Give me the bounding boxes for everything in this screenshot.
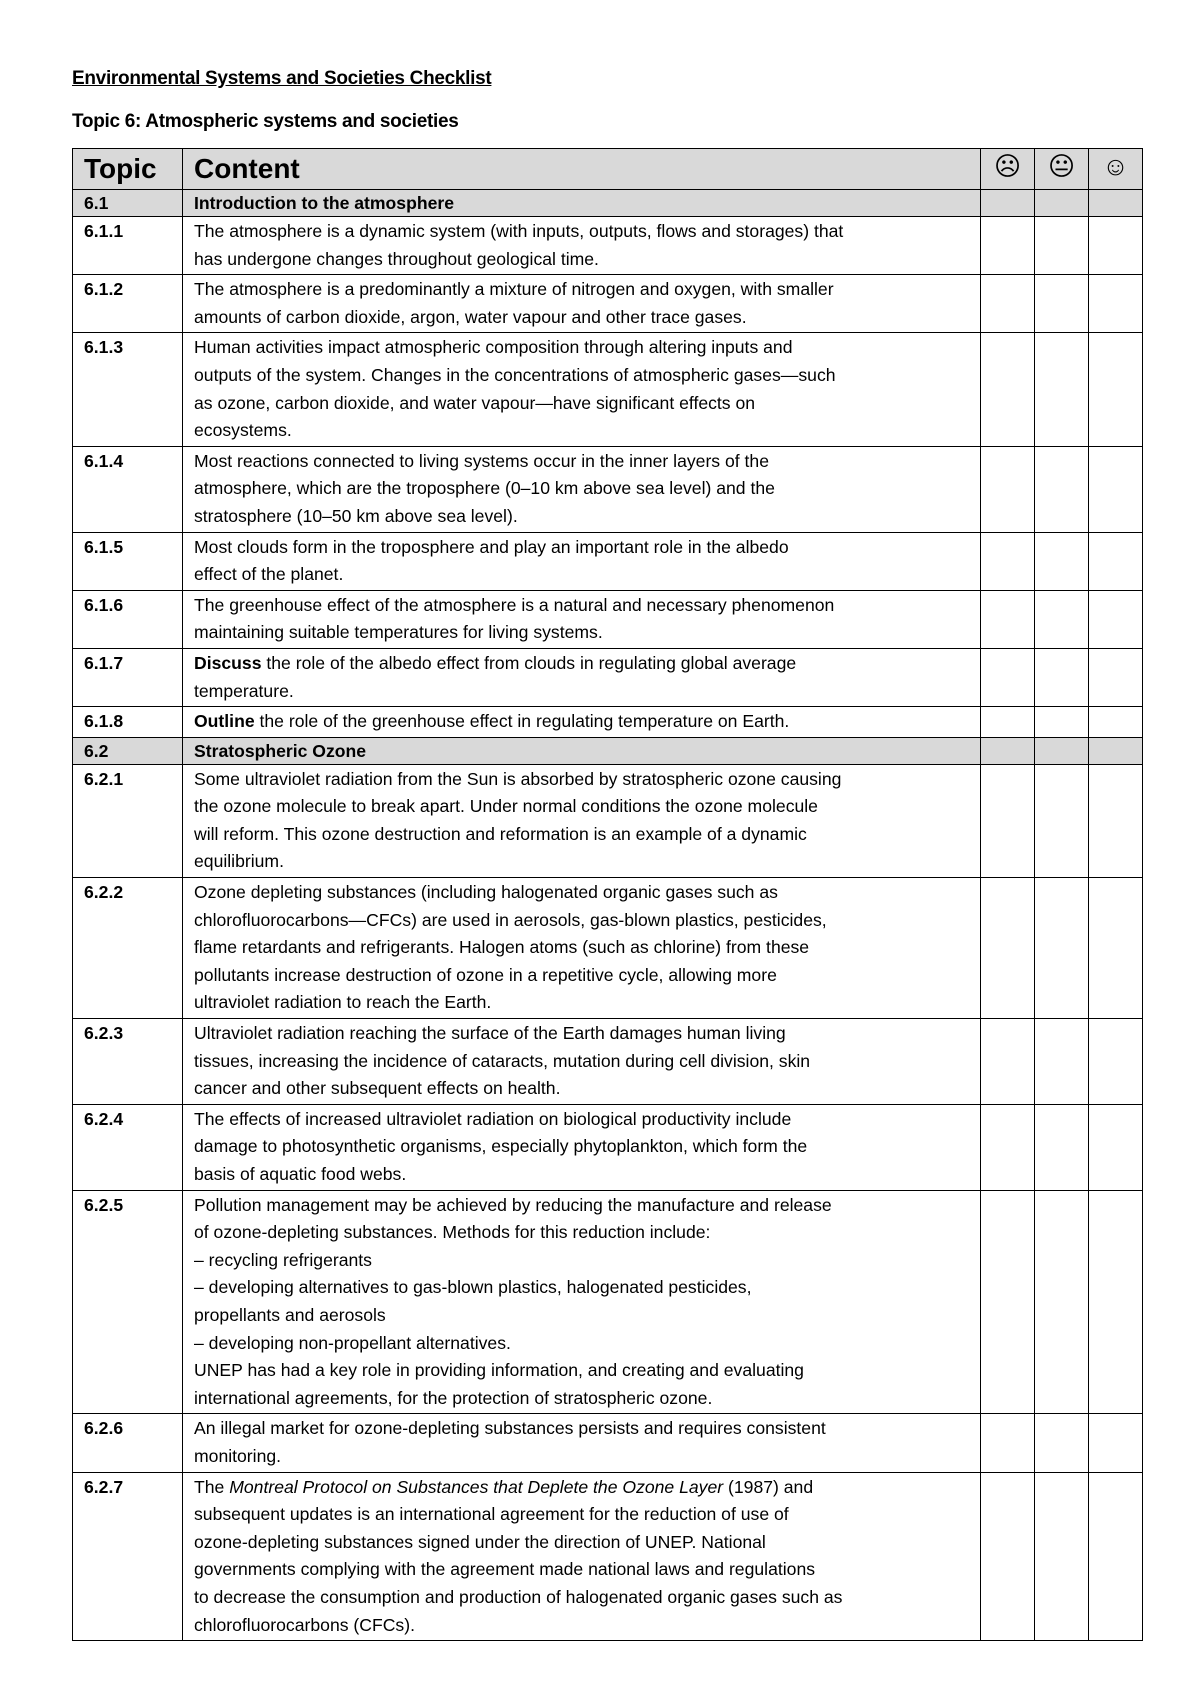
content-line: has undergone changes throughout geological time. [194,248,599,269]
content-line: basis of aquatic food webs. [194,1164,407,1184]
happy-face-icon: ☺ [1102,151,1129,181]
sad-rating-cell [981,190,1035,217]
topic-number: 6.1.1 [73,217,183,275]
happy-face-header [1089,149,1143,190]
content-text [183,217,981,275]
table-row [73,590,1143,648]
table-row [73,1472,1143,1641]
content-line: chlorofluorocarbons (CFCs). [194,1614,415,1635]
topic-subtitle: Topic 6: Atmospheric systems and societies [72,111,459,132]
sad-rating-cell[interactable] [981,1472,1035,1641]
content-line: maintaining suitable temperatures for living systems. [194,622,603,643]
topic-number: 6.2 [73,737,183,764]
content-line: equilibrium. [194,851,284,872]
document-title: Environmental Systems and Societies Checklist [72,68,492,89]
table-row [73,275,1143,333]
content-line: monitoring. [194,1445,282,1466]
table-row [73,648,1143,706]
content-line: propellants and aerosols [194,1304,386,1325]
content-line: UNEP has had a key role in providing information, and creating and evaluating [194,1360,804,1381]
happy-rating-cell[interactable] [1089,1472,1143,1641]
neutral-rating-cell[interactable] [1035,878,1089,1019]
happy-rating-cell[interactable] [1089,217,1143,275]
content-line: damage to photosynthetic organisms, especially phytoplankton, which form the [194,1136,808,1157]
content-line: international agreements, for the protection of stratospheric ozone. [194,1387,713,1408]
content-text [183,1190,981,1414]
content-line: An illegal market for ozone-depleting substances persists and requires consistent [194,1418,826,1439]
happy-rating-cell[interactable] [1089,1019,1143,1105]
content-line: to decrease the consumption and production of halogenated organic gases such as [194,1586,843,1607]
content-line: governments complying with the agreement made national laws and regulations [194,1559,816,1580]
checklist-body [73,190,1143,1641]
neutral-face-header [1035,149,1089,190]
table-row [73,532,1143,590]
neutral-rating-cell [1035,737,1089,764]
table-row [73,1104,1143,1190]
neutral-rating-cell[interactable] [1035,333,1089,446]
sad-rating-cell[interactable] [981,590,1035,648]
content-line: cancer and other subsequent effects on health. [194,1078,561,1099]
content-line: Most reactions connected to living systems occur in the inner layers of the [194,450,770,471]
content-line: – recycling refrigerants [194,1249,372,1270]
content-line: (1987) and [723,1476,814,1497]
happy-rating-cell[interactable] [1089,1104,1143,1190]
neutral-rating-cell[interactable] [1035,1190,1089,1414]
sad-rating-cell[interactable] [981,1414,1035,1472]
content-text [183,1472,981,1641]
section-title: Introduction to the atmosphere [183,190,981,217]
content-line: the ozone molecule to break apart. Under normal conditions the ozone molecule [194,796,818,817]
table-row [73,333,1143,446]
content-line: Ozone depleting substances (including halogenated organic gases such as [194,882,778,903]
content-line: Pollution management may be achieved by reducing the manufacture and release [194,1194,832,1215]
content-line: the role of the greenhouse effect in regulating temperature on Earth. [254,711,790,732]
topic-number: 6.2.2 [73,878,183,1019]
content-line: will reform. This ozone destruction and reformation is an example of a dynamic [194,823,807,844]
neutral-rating-cell[interactable] [1035,275,1089,333]
content-line: chlorofluorocarbons—CFCs) are used in aerosols, gas-blown plastics, pesticides, [194,909,827,930]
document-name: Montreal Protocol on Substances that Deplete the Ozone Layer [229,1476,724,1497]
content-line: Most clouds form in the troposphere and play an important role in the albedo [194,536,789,557]
neutral-rating-cell[interactable] [1035,707,1089,738]
neutral-rating-cell [1035,190,1089,217]
neutral-rating-cell[interactable] [1035,1414,1089,1472]
checklist-page [72,68,1142,1641]
content-line: outputs of the system. Changes in the concentrations of atmospheric gases—such [194,364,836,385]
content-text [183,333,981,446]
topic-number: 6.2.1 [73,764,183,877]
neutral-rating-cell[interactable] [1035,648,1089,706]
neutral-rating-cell[interactable] [1035,764,1089,877]
content-line: temperature. [194,680,294,701]
happy-rating-cell[interactable] [1089,1414,1143,1472]
content-line: – developing alternatives to gas-blown plastics, halogenated pesticides, [194,1277,752,1298]
content-line: pollutants increase destruction of ozone in a repetitive cycle, allowing more [194,964,777,985]
happy-rating-cell[interactable] [1089,878,1143,1019]
neutral-rating-cell[interactable] [1035,1104,1089,1190]
happy-rating-cell[interactable] [1089,590,1143,648]
table-row [73,1190,1143,1414]
happy-rating-cell[interactable] [1089,764,1143,877]
content-line: The greenhouse effect of the atmosphere is a natural and necessary phenomenon [194,594,835,615]
topic-number: 6.1.5 [73,532,183,590]
content-text [183,707,981,738]
content-line: Human activities impact atmospheric composition through altering inputs and [194,337,793,358]
topic-number: 6.1.8 [73,707,183,738]
content-line: Ultraviolet radiation reaching the surface of the Earth damages human living [194,1023,786,1044]
content-line: The atmosphere is a dynamic system (with inputs, outputs, flows and storages) that [194,221,844,241]
content-line: as ozone, carbon dioxide, and water vapour—have significant effects on [194,392,756,413]
sad-rating-cell[interactable] [981,333,1035,446]
sad-rating-cell[interactable] [981,1104,1035,1190]
topic-number: 6.1.7 [73,648,183,706]
neutral-rating-cell[interactable] [1035,1472,1089,1641]
sad-rating-cell[interactable] [981,707,1035,738]
sad-face-icon: ☹ [993,151,1022,181]
content-line: Some ultraviolet radiation from the Sun is absorbed by stratospheric ozone causing [194,768,842,789]
sad-rating-cell[interactable] [981,1019,1035,1105]
checklist-table [72,148,1143,1641]
sad-rating-cell [981,737,1035,764]
topic-column-header: Topic [73,149,183,190]
table-row [73,878,1143,1019]
topic-number: 6.2.4 [73,1104,183,1190]
sad-rating-cell[interactable] [981,878,1035,1019]
content-text [183,590,981,648]
happy-rating-cell[interactable] [1089,333,1143,446]
content-lead: The [194,1476,230,1497]
section-row [73,737,1143,764]
content-text [183,648,981,706]
happy-rating-cell[interactable] [1089,275,1143,333]
command-term: Outline [194,711,255,732]
happy-rating-cell[interactable] [1089,446,1143,532]
content-line: the role of the albedo effect from clouds in regulating global average [261,652,797,673]
topic-number: 6.2.5 [73,1190,183,1414]
content-line: flame retardants and refrigerants. Halogen atoms (such as chlorine) from these [194,937,810,958]
content-text [183,764,981,877]
content-line: The atmosphere is a predominantly a mixture of nitrogen and oxygen, with smaller [194,279,834,300]
content-line: tissues, increasing the incidence of cataracts, mutation during cell division, skin [194,1050,811,1071]
neutral-rating-cell[interactable] [1035,1019,1089,1105]
content-text [183,1414,981,1472]
content-line: amounts of carbon dioxide, argon, water vapour and other trace gases. [194,306,747,327]
happy-rating-cell[interactable] [1089,648,1143,706]
content-text [183,532,981,590]
happy-rating-cell [1089,190,1143,217]
content-line: atmosphere, which are the troposphere (0–10 km above sea level) and the [194,478,775,499]
topic-number: 6.1 [73,190,183,217]
topic-number: 6.1.3 [73,333,183,446]
content-line: ecosystems. [194,420,292,441]
sad-rating-cell[interactable] [981,217,1035,275]
topic-number: 6.2.7 [73,1472,183,1641]
content-text [183,446,981,532]
happy-rating-cell [1089,737,1143,764]
content-line: stratosphere (10–50 km above sea level). [194,505,518,526]
topic-number: 6.1.6 [73,590,183,648]
content-text [183,1019,981,1105]
content-line: ultraviolet radiation to reach the Earth. [194,992,492,1013]
happy-rating-cell[interactable] [1089,532,1143,590]
content-text [183,275,981,333]
table-header-row [73,149,1143,190]
sad-rating-cell[interactable] [981,532,1035,590]
sad-face-header [981,149,1035,190]
sad-rating-cell[interactable] [981,648,1035,706]
content-line: effect of the planet. [194,564,344,585]
topic-number: 6.1.2 [73,275,183,333]
neutral-face-icon: 😐 [1047,151,1076,181]
section-title: Stratospheric Ozone [183,737,981,764]
sad-rating-cell[interactable] [981,275,1035,333]
content-column-header: Content [183,149,981,190]
sad-rating-cell[interactable] [981,446,1035,532]
topic-number: 6.1.4 [73,446,183,532]
table-row [73,217,1143,275]
command-term: Discuss [194,652,262,673]
neutral-rating-cell[interactable] [1035,532,1089,590]
happy-rating-cell[interactable] [1089,707,1143,738]
content-line: ozone-depleting substances signed under the direction of UNEP. National [194,1531,766,1552]
table-row [73,1019,1143,1105]
neutral-rating-cell[interactable] [1035,590,1089,648]
content-text [183,878,981,1019]
happy-rating-cell[interactable] [1089,1190,1143,1414]
content-line: of ozone-depleting substances. Methods for this reduction include: [194,1222,711,1243]
section-row [73,190,1143,217]
neutral-rating-cell[interactable] [1035,446,1089,532]
table-row [73,446,1143,532]
sad-rating-cell[interactable] [981,1190,1035,1414]
topic-number: 6.2.6 [73,1414,183,1472]
content-line: subsequent updates is an international agreement for the reduction of use of [194,1504,789,1525]
content-text [183,1104,981,1190]
table-row [73,764,1143,877]
topic-number: 6.2.3 [73,1019,183,1105]
content-line: The effects of increased ultraviolet radiation on biological productivity include [194,1108,792,1129]
sad-rating-cell[interactable] [981,764,1035,877]
content-line: – developing non-propellant alternatives. [194,1332,511,1353]
table-row [73,1414,1143,1472]
neutral-rating-cell[interactable] [1035,217,1089,275]
table-row [73,707,1143,738]
